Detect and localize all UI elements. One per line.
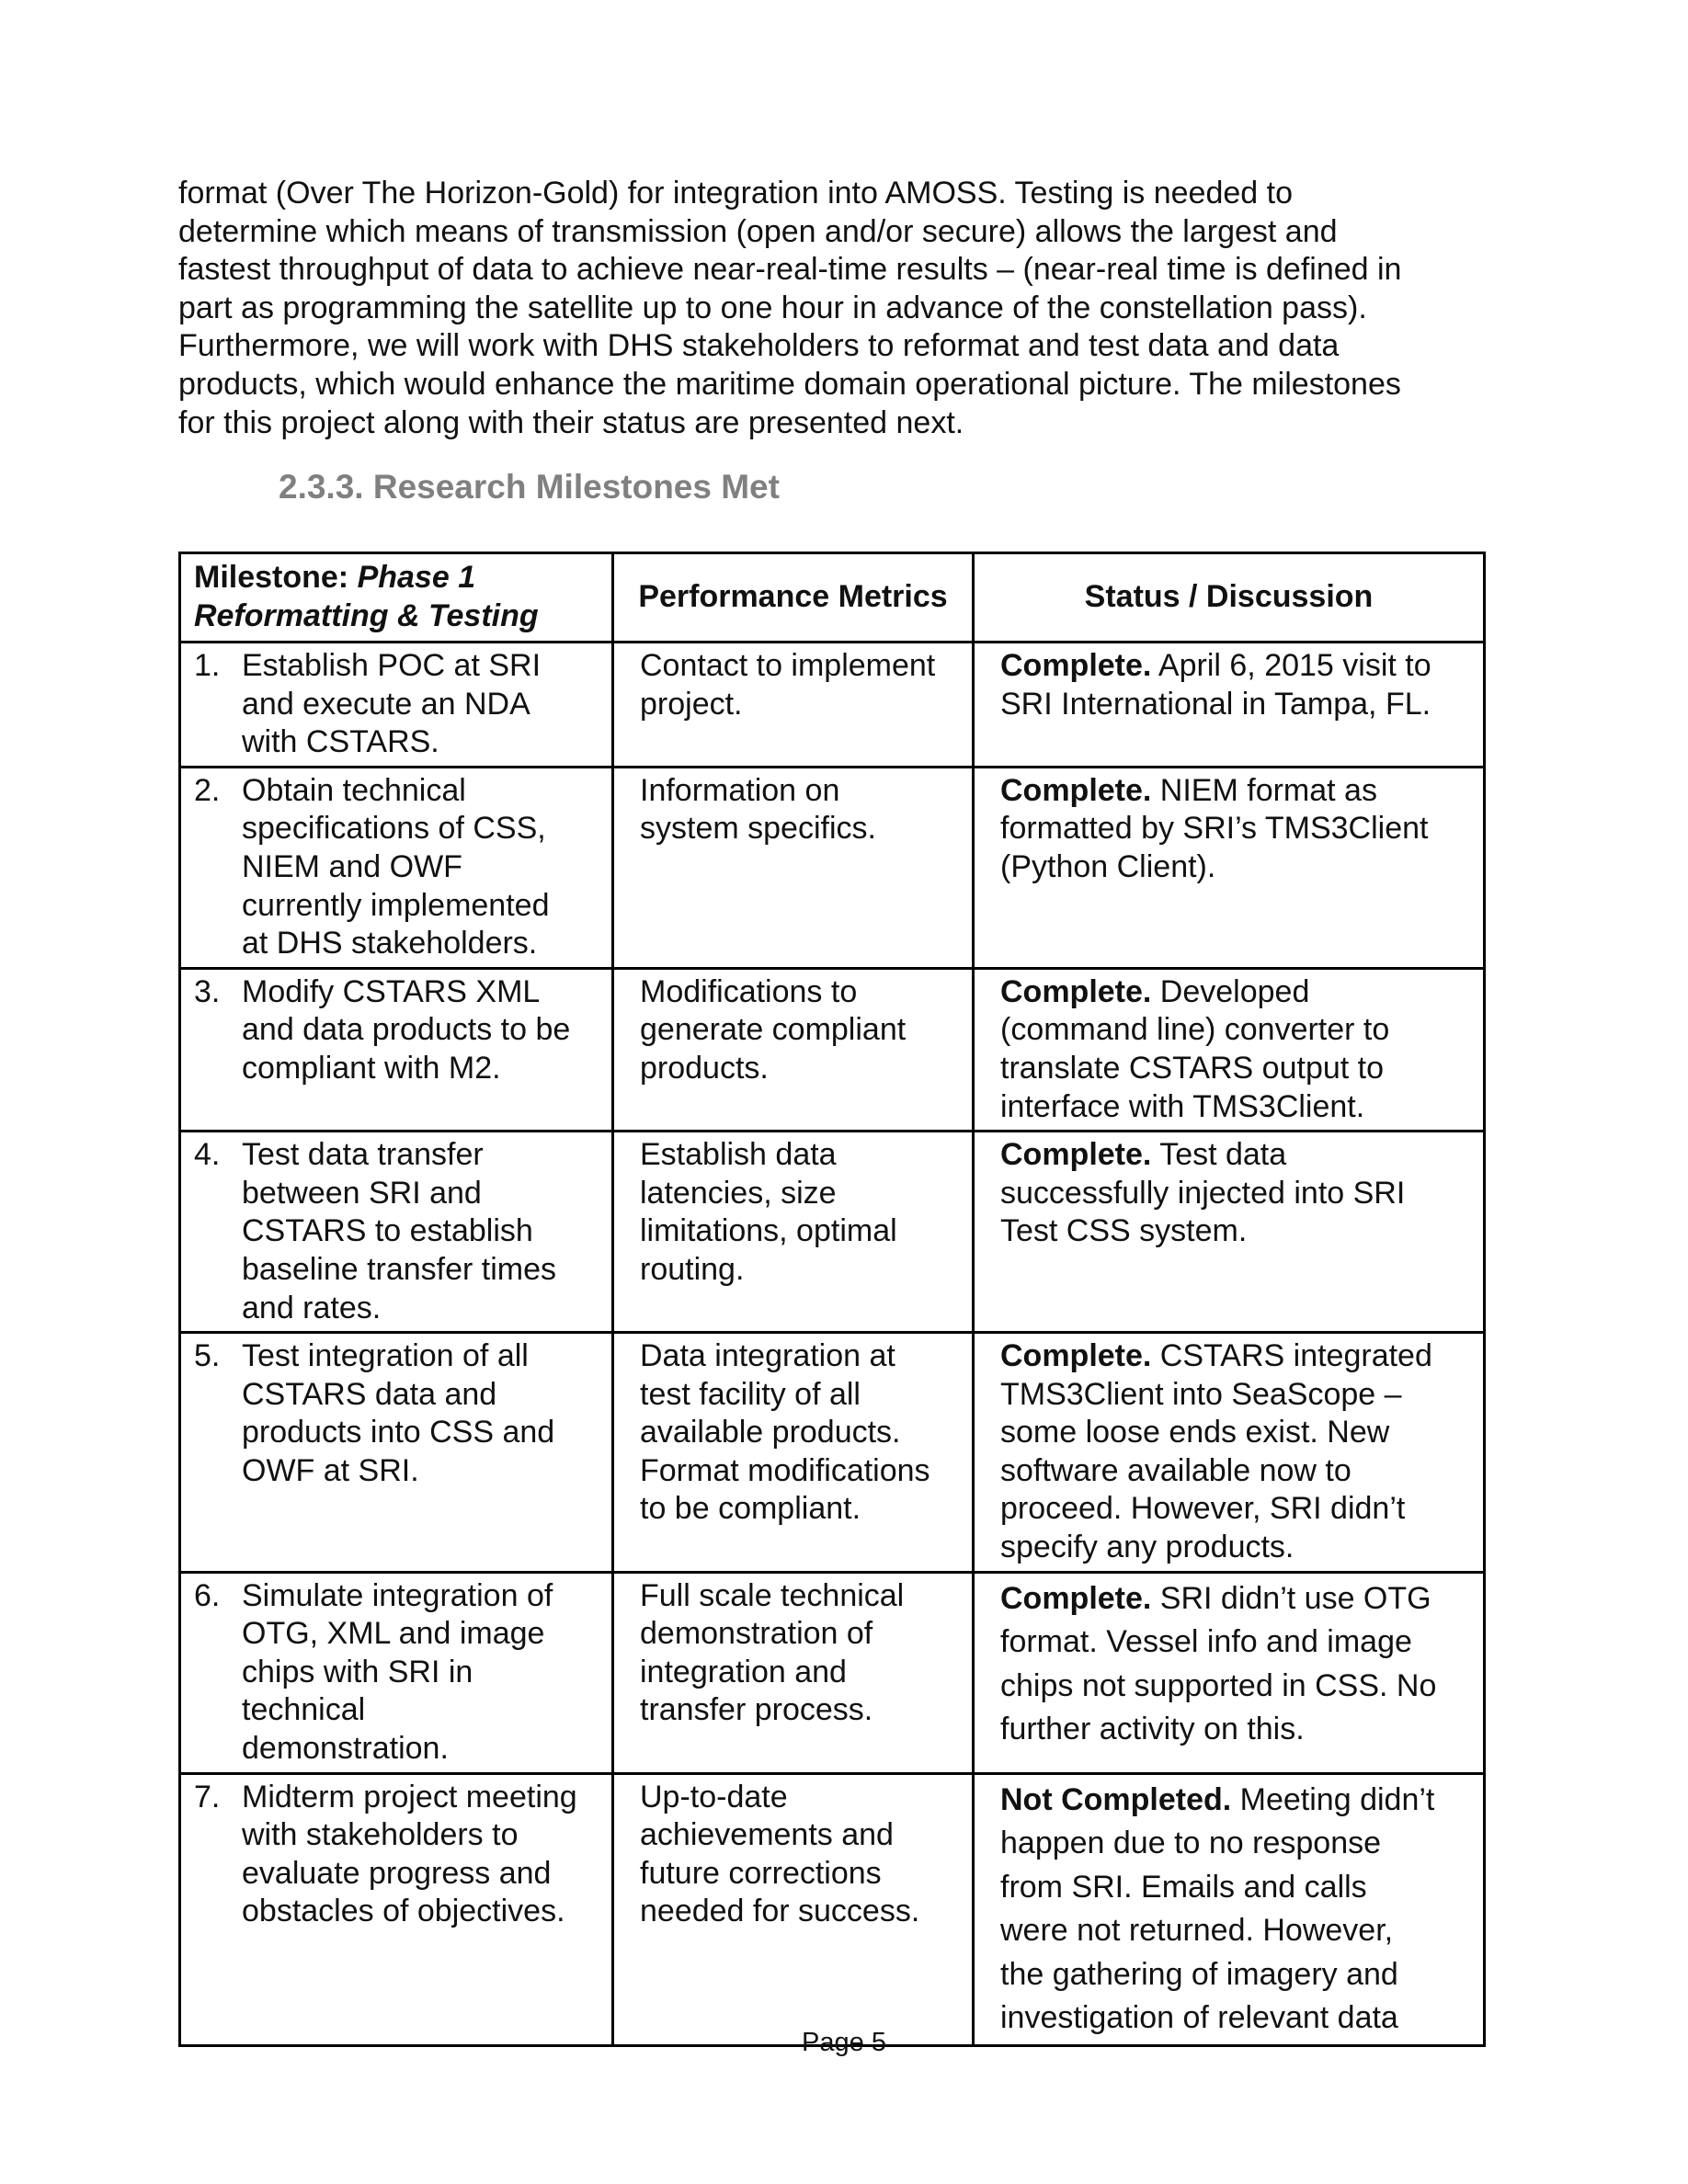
milestone-cell [180,968,613,1131]
milestones-table [178,552,1486,2047]
metric-cell: Data integration at test facility of all available products. Format modifications to be compliant. [613,1333,974,1573]
metric-cell: Information on system specifics. [613,767,974,968]
table-row [180,1773,1485,2045]
milestone-text: Simulate integration of OTG, XML and image chips with SRI in technical demonstration. [242,1577,553,1767]
table-row [180,1572,1485,1773]
header-performance-metrics: Performance Metrics [613,553,974,643]
status-label: Complete. [1000,1338,1152,1374]
status-text: Developed (command line) converter to translate CSTARS output to interface with TMS3Client. [1000,973,1390,1124]
header-status-discussion: Status / Discussion [974,553,1485,643]
milestone-number: 7. [194,1779,221,1814]
status-label: Complete. [1000,973,1152,1009]
status-text: Meeting didn’t happen due to no response from SRI. Emails and calls were not returned. However, the gathering of imagery and investigation of relevant data [1000,1781,1435,2036]
status-text: CSTARS integrated TMS3Client into SeaScope – some loose ends exist. New software available now to proceed. However, SRI didn’t specify any products. [1000,1338,1432,1565]
status-label: Complete. [1000,1580,1152,1616]
milestone-cell [180,1773,613,2045]
status-label: Not Completed. [1000,1781,1232,1817]
table-row [180,1132,1485,1333]
milestone-number: 4. [194,1137,221,1173]
header-milestone-prefix: Milestone: [194,560,358,596]
status-cell [974,767,1485,968]
status-cell [974,643,1485,768]
status-label: Complete. [1000,648,1152,683]
table-row [180,767,1485,968]
status-cell [974,1132,1485,1333]
table-row [180,968,1485,1131]
status-label: Complete. [1000,1137,1152,1173]
metric-cell: Modifications to generate compliant products. [613,968,974,1131]
intro-paragraph: format (Over The Horizon-Gold) for integration into AMOSS. Testing is needed to determine which means of transmission (open and/or secure) allows the largest and fastest throughput of data to achieve near-real-time results – (near-real time is defined in part as programming the satellite up to one hour in advance of the constellation pass). Furthermore, we will work with DHS stakeholders to reformat and test data and data products, which would enhance the maritime domain operational picture. The milestones for this project along with their status are presented next. [178,176,1402,440]
milestone-cell [180,1572,613,1773]
status-text: SRI didn’t use OTG format. Vessel info and image chips not supported in CSS. No further activity on this. [1000,1580,1437,1747]
section-heading: 2.3.3. Research Milestones Met [279,468,780,506]
milestone-text: Establish POC at SRI and execute an NDA with CSTARS. [242,648,542,760]
metric-cell: Up-to-date achievements and future corrections needed for success. [613,1773,974,2045]
milestone-cell [180,767,613,968]
milestone-number: 6. [194,1577,221,1613]
status-label: Complete. [1000,772,1152,808]
milestone-text: Test integration of all CSTARS data and products into CSS and OWF at SRI. [242,1338,555,1488]
milestone-cell [180,643,613,768]
header-milestone [180,553,613,643]
status-cell [974,968,1485,1131]
milestone-text: Test data transfer between SRI and CSTARS to establish baseline transfer times and rates. [242,1137,557,1325]
milestone-text: Modify CSTARS XML and data products to be compliant with M2. [242,973,571,1086]
header-milestone-phase: Phase 1 Reformatting & Testing [194,560,539,633]
milestone-number: 3. [194,973,221,1009]
milestone-number: 1. [194,648,221,683]
status-cell [974,1572,1485,1773]
milestone-number: 2. [194,772,221,808]
milestone-number: 5. [194,1338,221,1374]
status-cell [974,1333,1485,1573]
milestone-cell [180,1333,613,1573]
page-number: Page 5 [802,2028,886,2057]
milestone-cell [180,1132,613,1333]
table-row [180,1333,1485,1573]
status-text: NIEM format as formatted by SRI’s TMS3Client (Python Client). [1000,772,1429,884]
metric-cell: Establish data latencies, size limitations, optimal routing. [613,1132,974,1333]
metric-cell: Contact to implement project. [613,643,974,768]
milestone-text: Midterm project meeting with stakeholders to evaluate progress and obstacles of objectives. [242,1779,577,1929]
status-text: April 6, 2015 visit to SRI International in Tampa, FL. [1000,648,1431,722]
metric-cell: Full scale technical demonstration of integration and transfer process. [613,1572,974,1773]
table-header-row [180,553,1485,643]
status-text: Test data successfully injected into SRI Test CSS system. [1000,1137,1406,1249]
status-cell [974,1773,1485,2045]
table-row [180,643,1485,768]
milestone-text: Obtain technical specifications of CSS, NIEM and OWF currently implemented at DHS stakeholders. [242,772,550,961]
